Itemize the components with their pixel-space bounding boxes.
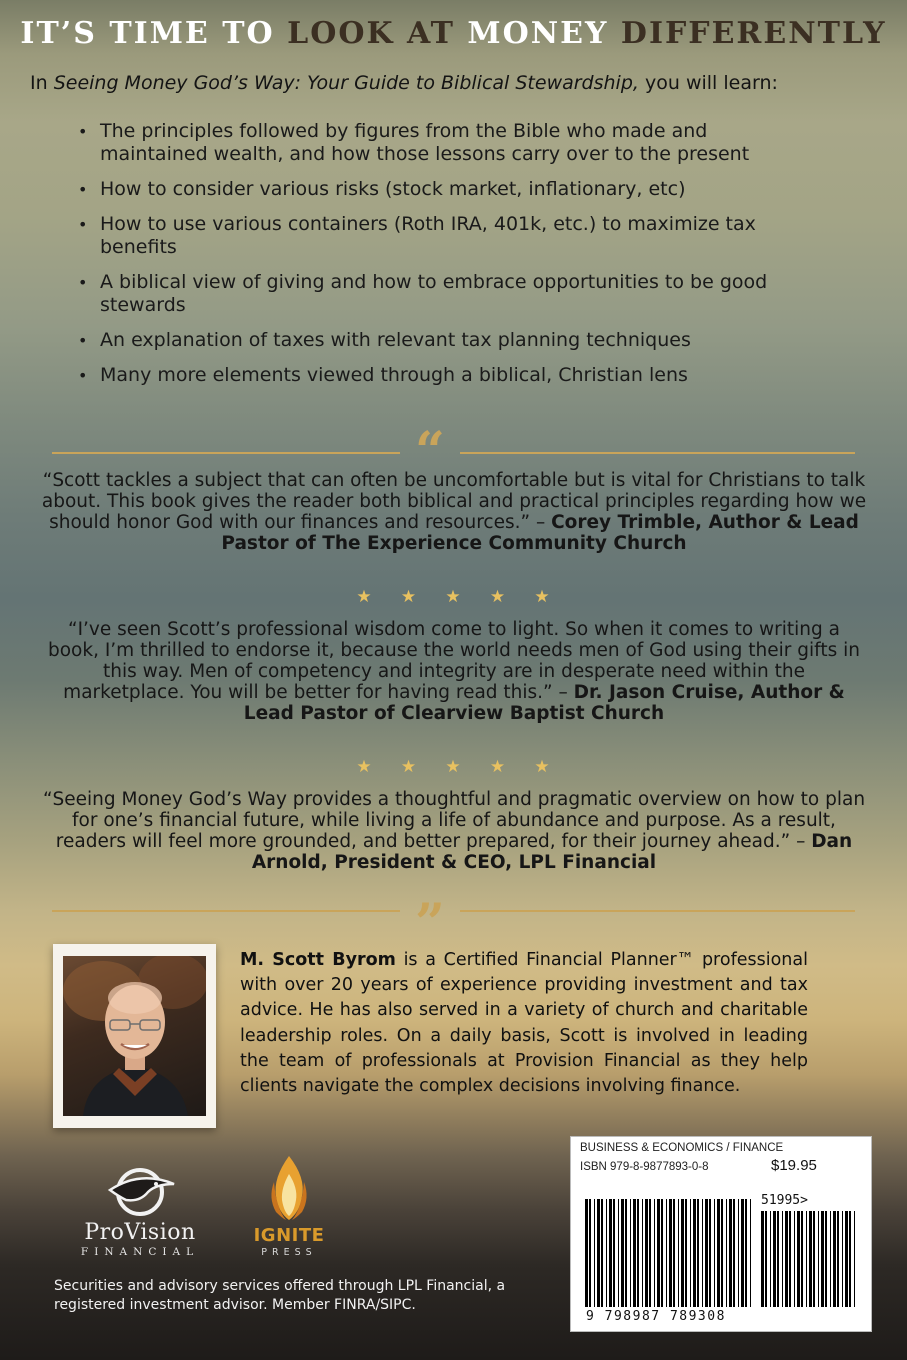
testimonial-author: Dr. Jason Cruise, Author & Lead Pastor of Clearview Baptist Church [243, 682, 845, 724]
testimonial-author: Dan Arnold, President & CEO, LPL Financial [251, 831, 853, 873]
barcode-bar [837, 1211, 839, 1307]
barcode-bar [609, 1199, 612, 1307]
star-icon: ★ [534, 757, 550, 777]
barcode-bar [726, 1199, 727, 1307]
barcode-bar [613, 1199, 615, 1307]
testimonial-author: Corey Trimble, Author & Lead Pastor of The Experience Community Church [221, 512, 859, 554]
author-bio-text: is a Certified Financial Planner™ professional with over 20 years of experience providing investment and tax advice. He has also served in a variety of church and charitable leadership roles. On a daily basis, Scott is involved in leading the team of professionals at Provision Financial as they help clients navigate the complex decisions involving finance. [240, 950, 808, 1097]
barcode-bar [717, 1199, 720, 1307]
barcode-bar [606, 1199, 607, 1307]
isbn-label: ISBN 979-8-9877893-0-8 [580, 1161, 709, 1173]
barcode-bar [729, 1199, 732, 1307]
barcode-digits: 9 798987 789308 [586, 1309, 726, 1324]
barcode-bar [637, 1199, 639, 1307]
barcode-bar [649, 1199, 651, 1307]
barcode-bar [714, 1199, 715, 1307]
rating-stars [353, 757, 553, 777]
barcode-bar [721, 1199, 723, 1307]
price-label: $19.95 [771, 1157, 817, 1174]
barcode-bar [685, 1199, 687, 1307]
ignite-subtitle: PRESS [261, 1247, 317, 1258]
list-item: • A biblical view of giving and how to embrace opportunities to be good stewards [78, 271, 818, 317]
headline-part-4: DIFFERENTLY [620, 16, 887, 51]
provision-name: ProVision [84, 1220, 196, 1245]
list-item: • How to consider various risks (stock market, inflationary, etc) [78, 178, 818, 201]
barcode-bar [697, 1199, 699, 1307]
barcode-bar [585, 1199, 588, 1307]
barcode-bar [597, 1199, 600, 1307]
ignite-name: IGNITE [253, 1225, 325, 1246]
author-bio [240, 948, 808, 1099]
rating-stars [353, 587, 553, 607]
barcode-bar [785, 1211, 788, 1307]
divider-line [52, 910, 400, 912]
barcode-bar [750, 1199, 751, 1307]
barcode-bar [825, 1211, 827, 1307]
barcode-bar [782, 1211, 783, 1307]
author-photo-frame [53, 944, 216, 1128]
barcode-bar [733, 1199, 735, 1307]
barcode-bar [594, 1199, 595, 1307]
testimonial-text: “Scott tackles a subject that can often be uncomfortable but is vital for Christians to talk about. This book gives the reader both biblical and practical principles regarding how we should honor God with our finances and resources.” – [41, 470, 867, 533]
barcode-bar [854, 1211, 855, 1307]
star-icon: ★ [445, 757, 461, 777]
barcode-bar [666, 1199, 667, 1307]
list-item: • Many more elements viewed through a biblical, Christian lens [78, 364, 818, 387]
barcode-bar [789, 1211, 791, 1307]
barcode-bar [773, 1211, 776, 1307]
ignite-press-logo [246, 1152, 332, 1262]
barcode-bar [693, 1199, 696, 1307]
barcode-box [570, 1136, 872, 1332]
barcode-bar [842, 1211, 843, 1307]
barcode-bar [702, 1199, 703, 1307]
book-category: BUSINESS & ECONOMICS / FINANCE [580, 1142, 784, 1154]
provision-financial-logo [70, 1166, 210, 1262]
flame-icon [246, 1152, 332, 1224]
barcode-bar [738, 1199, 739, 1307]
open-quote-icon: “ [415, 421, 445, 482]
testimonial-1 [40, 470, 868, 554]
barcode-bar [630, 1199, 631, 1307]
barcode-bar [845, 1211, 848, 1307]
headline [0, 16, 907, 51]
barcode-bar [765, 1211, 767, 1307]
barcode-bar [770, 1211, 771, 1307]
author-photo [63, 956, 206, 1116]
barcode-bar [657, 1199, 660, 1307]
barcode-bar [673, 1199, 675, 1307]
list-item: • How to use various containers (Roth IRA, 401k, etc.) to maximize tax benefits [78, 213, 818, 259]
disclaimer-text: Securities and advisory services offered through LPL Financial, a registered investment advisor. Member FINRA/SIPC. [54, 1278, 506, 1313]
barcode-bar [654, 1199, 655, 1307]
barcode-bar [669, 1199, 672, 1307]
barcode-bar [589, 1199, 591, 1307]
provision-eagle-icon [70, 1166, 210, 1222]
star-icon: ★ [534, 587, 550, 607]
barcode-bar [625, 1199, 627, 1307]
barcode-bar [661, 1199, 663, 1307]
testimonial-text: “Seeing Money God’s Way provides a thoughtful and pragmatic overview on how to plan for one’s financial future, while living a life of abundance and purpose. As a result, readers will feel more grounded, and better prepared, for their journey ahead.” – [42, 789, 866, 852]
barcode-bar [797, 1211, 800, 1307]
barcode-bar [761, 1211, 764, 1307]
intro-book-title: Seeing Money God’s Way: Your Guide to Biblical Stewardship, [53, 72, 639, 94]
barcode-bar [794, 1211, 795, 1307]
intro-suffix: you will learn: [638, 72, 778, 94]
star-icon: ★ [445, 587, 461, 607]
star-icon: ★ [400, 587, 417, 607]
barcode-bar [813, 1211, 815, 1307]
barcode-bar [601, 1199, 603, 1307]
barcode-bar [633, 1199, 636, 1307]
barcode-bar [618, 1199, 619, 1307]
barcode-bar [745, 1199, 747, 1307]
barcode-icon [571, 1137, 871, 1331]
barcode-bar [681, 1199, 684, 1307]
barcode-bar [806, 1211, 807, 1307]
barcode-bar [678, 1199, 679, 1307]
barcode-bar [818, 1211, 819, 1307]
list-item: • The principles followed by figures from the Bible who made and maintained wealth, and how those lessons carry over to the present [78, 120, 818, 166]
barcode-bar [709, 1199, 711, 1307]
divider-line [460, 910, 855, 912]
testimonial-3 [40, 789, 868, 873]
barcode-bar [777, 1211, 779, 1307]
headline-part-3: MONEY [467, 16, 621, 51]
learning-points-list [78, 120, 818, 399]
barcode-bar [821, 1211, 824, 1307]
barcode-bar [849, 1211, 851, 1307]
barcode-bar [801, 1211, 803, 1307]
close-quote-icon: ” [415, 893, 445, 954]
barcode-bar [833, 1211, 836, 1307]
list-item: • An explanation of taxes with relevant tax planning techniques [78, 329, 818, 352]
barcode-bar [830, 1211, 831, 1307]
testimonial-2 [40, 619, 868, 724]
author-portrait-icon [63, 956, 206, 1116]
star-icon: ★ [356, 587, 372, 607]
divider-line [52, 452, 400, 454]
star-icon: ★ [489, 587, 506, 607]
barcode-bar [690, 1199, 691, 1307]
author-name: M. Scott Byrom [240, 950, 396, 970]
barcode-bar [621, 1199, 624, 1307]
barcode-bar [809, 1211, 812, 1307]
testimonial-text: “I’ve seen Scott’s professional wisdom come to light. So when it comes to writing a book, I’m thrilled to endorse it, because the world needs men of God using their gifts in this way. Men of competency and integrity are in desperate need within the marketplace. You will be better for having read this.” – [47, 619, 860, 703]
star-icon: ★ [356, 757, 372, 777]
star-icon: ★ [489, 757, 506, 777]
barcode-bar [705, 1199, 708, 1307]
barcode-bar [642, 1199, 643, 1307]
intro-text [30, 72, 880, 94]
barcode-bar [741, 1199, 744, 1307]
intro-prefix: In [30, 72, 54, 94]
headline-part-2: LOOK AT [287, 16, 468, 51]
headline-part-1: IT’S TIME TO [20, 16, 288, 51]
barcode-bar [645, 1199, 648, 1307]
divider-line [460, 452, 855, 454]
barcode-addon-digits: 51995> [761, 1193, 808, 1208]
star-icon: ★ [400, 757, 417, 777]
provision-subtitle: FINANCIAL [80, 1246, 200, 1258]
